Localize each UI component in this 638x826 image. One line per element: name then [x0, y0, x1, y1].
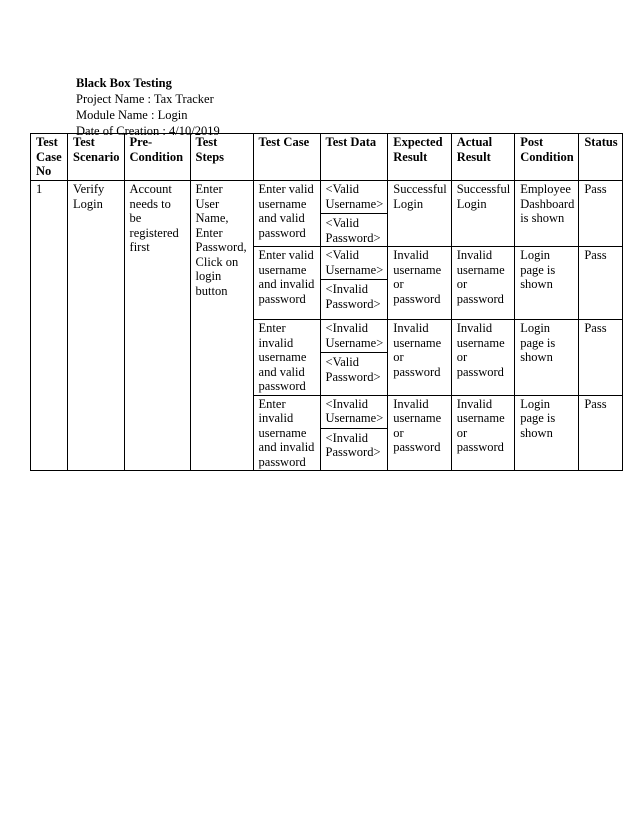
- test-data-password: <Valid Password>: [321, 352, 388, 384]
- test-case: Enter invalid username and invalid password: [253, 395, 320, 471]
- expected-result: Successful Login: [388, 181, 451, 247]
- header-test-data: Test Data: [320, 134, 388, 181]
- actual-result: Invalid username or password: [451, 247, 514, 320]
- post-condition: Employee Dashboard is shown: [515, 181, 579, 247]
- document-header: [76, 75, 220, 139]
- header-pre-condition: Pre-Condition: [124, 134, 190, 181]
- project-name: Project Name : Tax Tracker: [76, 92, 214, 106]
- test-case-id: 1: [31, 181, 68, 471]
- header-test-steps: Test Steps: [190, 134, 253, 181]
- test-data-password: <Invalid Password>: [321, 428, 388, 460]
- test-case-table: [30, 133, 623, 471]
- expected-result: Invalid username or password: [388, 247, 451, 320]
- test-scenario: Verify Login: [68, 181, 125, 471]
- test-data: [320, 395, 388, 471]
- table-row: [31, 181, 623, 247]
- actual-result: Invalid username or password: [451, 320, 514, 396]
- post-condition: Login page is shown: [515, 247, 579, 320]
- document-title: Black Box Testing: [76, 76, 172, 90]
- header-status: Status: [579, 134, 622, 181]
- test-steps: Enter User Name, Enter Password, Click on login button: [190, 181, 253, 471]
- header-post-condition: Post Condition: [515, 134, 579, 181]
- test-data: [320, 320, 388, 396]
- header-actual-result: Actual Result: [451, 134, 514, 181]
- test-case: Enter valid username and valid password: [253, 181, 320, 247]
- post-condition: Login page is shown: [515, 395, 579, 471]
- header-test-case: Test Case: [253, 134, 320, 181]
- header-test-case-no: Test Case No: [31, 134, 68, 181]
- test-data-username: <Invalid Username>: [325, 396, 384, 425]
- status: Pass: [579, 181, 622, 247]
- actual-result: Successful Login: [451, 181, 514, 247]
- status: Pass: [579, 395, 622, 471]
- test-data: [320, 181, 388, 247]
- header-row: [31, 134, 623, 181]
- header-test-scenario: Test Scenario: [68, 134, 125, 181]
- test-data: [320, 247, 388, 320]
- test-data-password: <Invalid Password>: [321, 279, 388, 311]
- expected-result: Invalid username or password: [388, 395, 451, 471]
- status: Pass: [579, 247, 622, 320]
- test-case: Enter invalid username and valid password: [253, 320, 320, 396]
- header-expected-result: Expected Result: [388, 134, 451, 181]
- test-data-username: <Valid Username>: [325, 182, 384, 211]
- test-case: Enter valid username and invalid password: [253, 247, 320, 320]
- module-name: Module Name : Login: [76, 108, 188, 122]
- actual-result: Invalid username or password: [451, 395, 514, 471]
- status: Pass: [579, 320, 622, 396]
- test-data-username: <Invalid Username>: [325, 321, 384, 350]
- post-condition: Login page is shown: [515, 320, 579, 396]
- creation-date: Date of Creation : 4/10/2019: [76, 124, 220, 138]
- test-data-password: <Valid Password>: [321, 213, 388, 245]
- pre-condition: Account needs to be registered first: [124, 181, 190, 471]
- expected-result: Invalid username or password: [388, 320, 451, 396]
- test-data-username: <Valid Username>: [325, 248, 384, 277]
